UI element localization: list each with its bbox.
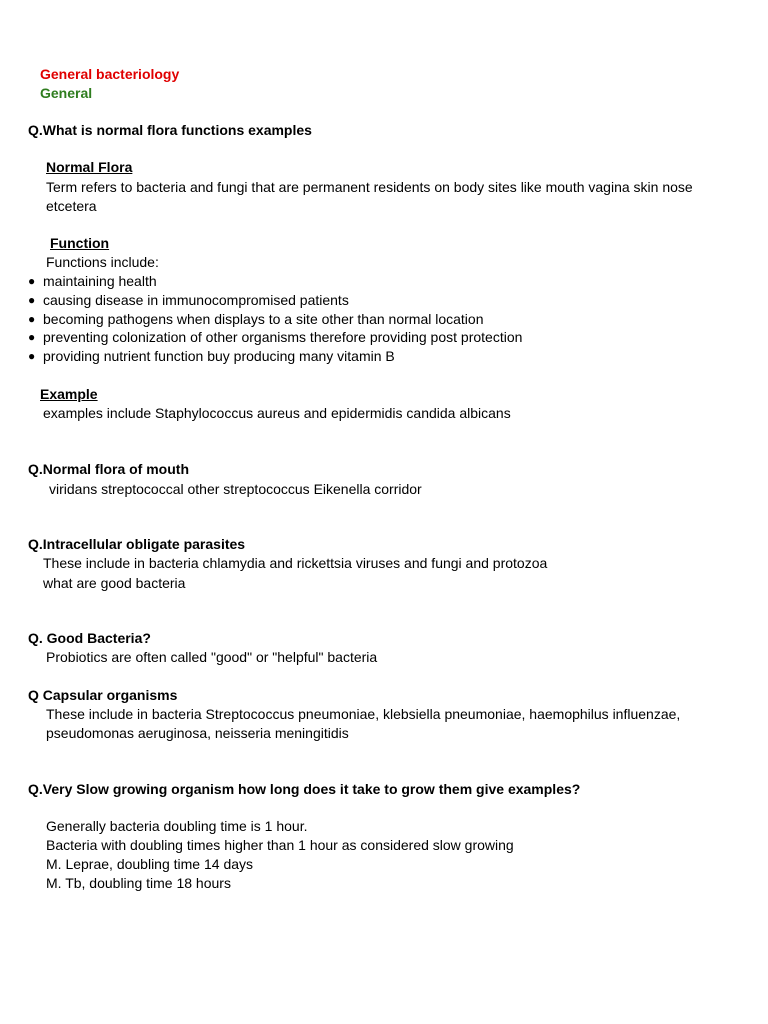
paragraph-line: These include in bacteria Streptococcus pneumoniae, klebsiella pneumoniae, haemophilus influenzae, (46, 706, 681, 722)
paragraph-line: Term refers to bacteria and fungi that are permanent residents on body sites like mouth vagina skin nose (46, 179, 693, 195)
list-item: maintaining health (43, 273, 157, 289)
bullet-icon: ● (28, 349, 36, 363)
question-heading: Q.Normal flora of mouth (28, 461, 189, 477)
bullet-icon: ● (28, 312, 36, 326)
paragraph-line: what are good bacteria (43, 575, 186, 591)
list-item: preventing colonization of other organisms therefore providing post protection (43, 329, 523, 345)
list-item: providing nutrient function buy producing many vitamin B (43, 348, 395, 364)
document-title: General bacteriology (40, 66, 180, 82)
paragraph-line: examples include Staphylococcus aureus and epidermidis candida albicans (43, 405, 511, 421)
question-heading: Q Capsular organisms (28, 687, 178, 703)
bullet-icon: ● (28, 330, 36, 344)
paragraph-line: pseudomonas aeruginosa, neisseria meningitidis (46, 725, 349, 741)
bullet-icon: ● (28, 274, 36, 288)
paragraph-line: Generally bacteria doubling time is 1 hour. (46, 818, 308, 834)
paragraph-line: M. Tb, doubling time 18 hours (46, 875, 231, 891)
list-item: becoming pathogens when displays to a site other than normal location (43, 311, 484, 327)
section-heading-function: Function (50, 235, 110, 251)
section-heading-example: Example (40, 386, 98, 402)
question-heading: Q.What is normal flora functions examples (28, 122, 312, 138)
paragraph-line: Bacteria with doubling times higher than 1 hour as considered slow growing (46, 837, 514, 853)
question-heading: Q.Intracellular obligate parasites (28, 536, 246, 552)
paragraph-line: These include in bacteria chlamydia and rickettsia viruses and fungi and protozoa (43, 555, 548, 571)
paragraph-line: viridans streptococcal other streptococcus Eikenella corridor (49, 481, 422, 497)
question-heading: Q. Good Bacteria? (28, 630, 151, 646)
paragraph-line: M. Leprae, doubling time 14 days (46, 856, 254, 872)
paragraph-line: Functions include: (46, 254, 159, 270)
document-subtitle: General (40, 85, 93, 101)
paragraph-line: etcetera (46, 198, 97, 214)
question-heading: Q.Very Slow growing organism how long does it take to grow them give examples? (28, 781, 581, 797)
bullet-icon: ● (28, 293, 36, 307)
list-item: causing disease in immunocompromised patients (43, 292, 349, 308)
paragraph-line: Probiotics are often called "good" or "helpful" bacteria (46, 649, 378, 665)
section-heading-normal-flora: Normal Flora (46, 159, 133, 175)
